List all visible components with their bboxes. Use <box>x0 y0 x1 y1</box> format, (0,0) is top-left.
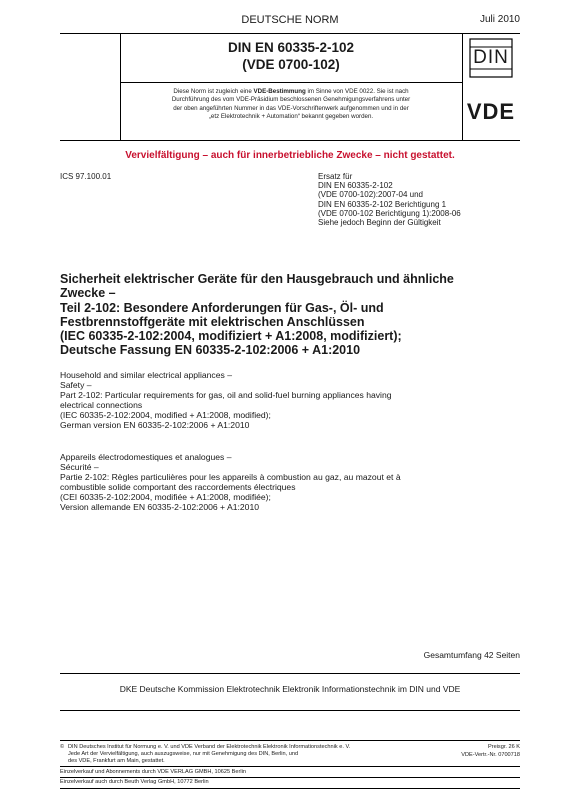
english-title-line: Part 2-102: Particular requirements for gas, oil and solid-fuel burning appliances having <box>60 390 392 400</box>
replaces-line: (VDE 0700-102):2007-04 und <box>318 190 423 200</box>
copyright-line: des VDE, Frankfurt am Main, gestattet. <box>68 758 165 764</box>
price-info <box>461 744 520 759</box>
english-title <box>60 370 520 430</box>
english-title-line: Safety – <box>60 380 92 390</box>
copyright-symbol: © <box>60 744 65 750</box>
german-title <box>60 272 520 358</box>
french-title-line: combustible solide comportant des raccordements électriques <box>60 482 296 492</box>
copyright-line: Jede Art der Vervielfältigung, auch auszugsweise, nur mit Genehmigung des DIN, Berlin, und <box>68 751 299 757</box>
german-title-line: Teil 2-102: Besondere Anforderungen für Gas-, Öl- und <box>60 300 384 315</box>
german-title-line: (IEC 60335-2-102:2004, modifiziert + A1:2008, modifiziert); <box>60 329 402 344</box>
english-title-line: Household and similar electrical appliances – <box>60 370 232 380</box>
english-title-line: electrical connections <box>60 400 143 410</box>
divider-dke-top <box>60 673 520 674</box>
replaces-line: DIN EN 60335-2-102 Berichtigung 1 <box>318 199 447 209</box>
vde-note-line-2: Durchführung des vom VDE-Präsidium beschlossenen Genehmigungsverfahrens unter <box>171 96 411 104</box>
standard-number: DIN EN 60335-2-102 <box>227 40 355 55</box>
norm-type-label: DEUTSCHE NORM <box>241 14 339 26</box>
divider-header-bottom <box>60 140 520 141</box>
german-title-line: Deutsche Fassung EN 60335-2-102:2006 + A1:2010 <box>60 343 361 358</box>
divider-footer-top <box>60 740 520 741</box>
vde-number: (VDE 0700-102) <box>242 57 340 72</box>
german-title-line: Sicherheit elektrischer Geräte für den Hausgebrauch und ähnliche <box>60 272 454 286</box>
french-title-line: Version allemande EN 60335-2-102:2006 + A1:2010 <box>60 502 259 512</box>
vde-contract-number: VDE-Vertr.-Nr. 0700718 <box>461 751 520 758</box>
reproduction-warning: Vervielfältigung – auch für innerbetriebliche Zwecke – nicht gestattet. <box>125 150 455 161</box>
vde-note-line-3: der oben angeführten Nummer in das VDE-Vorschriftenwerk aufgenommen und in der <box>173 104 409 112</box>
vde-note-text-2: im Sinne von VDE 0022. Sie ist nach <box>305 88 409 95</box>
divider-left-vertical <box>120 33 121 140</box>
price-group: Preisgr. 26 K <box>487 744 520 750</box>
vde-regulation-note <box>120 88 462 122</box>
vde-note-text-1: Diese Norm ist zugleich eine <box>173 88 254 95</box>
sales-info-vde: Einzelverkauf und Abonnements durch VDE VERLAG GMBH, 10625 Berlin <box>60 769 246 775</box>
english-title-line: German version EN 60335-2-102:2006 + A1:2010 <box>60 420 250 430</box>
divider-sales-2 <box>60 777 520 778</box>
replaces-line: Siehe jedoch Beginn der Gültigkeit <box>318 218 441 228</box>
copyright-line: DIN Deutsches Institut für Normung e. V. und VDE Verband der Elektrotechnik Elektronik Informationstechnik e. V. <box>68 744 351 750</box>
vde-note-bold: VDE-Bestimmung <box>253 88 306 95</box>
replaces-line: DIN EN 60335-2-102 <box>318 181 393 191</box>
total-pages: Gesamtumfang 42 Seiten <box>423 650 520 660</box>
standard-title-box <box>120 34 462 82</box>
french-title-line: (CEI 60335-2-102:2004, modifiée + A1:2008, modifiée); <box>60 492 271 502</box>
ics-code: ICS 97.100.01 <box>60 172 112 181</box>
vde-note-line-4: „etz Elektrotechnik + Automation“ bekannt gegeben worden. <box>208 113 374 121</box>
french-title-line: Partie 2-102: Règles particulières pour les appareils à combustion au gaz, au mazout et à <box>60 472 401 482</box>
french-title-line: Sécurité – <box>60 462 99 472</box>
divider-bottom <box>60 788 520 789</box>
dke-commission: DKE Deutsche Kommission Elektrotechnik Elektronik Informationstechnik im DIN und VDE <box>119 684 461 694</box>
replaces-line: Ersatz für <box>318 172 353 181</box>
copyright-notice <box>60 744 460 765</box>
din-logo <box>462 34 520 82</box>
vde-logo-text: VDE <box>466 99 516 124</box>
top-header <box>60 14 520 32</box>
french-title-line: Appareils électrodomestiques et analogues – <box>60 452 232 462</box>
replaces-block <box>318 172 461 227</box>
german-title-line: Festbrennstoffgeräte mit elektrischen Anschlüssen <box>60 314 365 329</box>
sales-info-beuth: Einzelverkauf auch durch Beuth Verlag GmbH, 10772 Berlin <box>60 779 209 785</box>
divider-dke-bottom <box>60 710 520 711</box>
publication-date: Juli 2010 <box>479 14 520 25</box>
english-title-line: (IEC 60335-2-102:2004, modified + A1:2008, modified); <box>60 410 271 420</box>
french-title <box>60 452 520 512</box>
divider-title-bottom <box>120 82 462 83</box>
din-logo-text: DIN <box>473 47 509 68</box>
german-title-line: Zwecke – <box>60 286 116 301</box>
divider-sales-1 <box>60 766 520 767</box>
replaces-line: (VDE 0700-102 Berichtigung 1):2008-06 <box>318 208 461 218</box>
vde-logo <box>462 86 520 138</box>
